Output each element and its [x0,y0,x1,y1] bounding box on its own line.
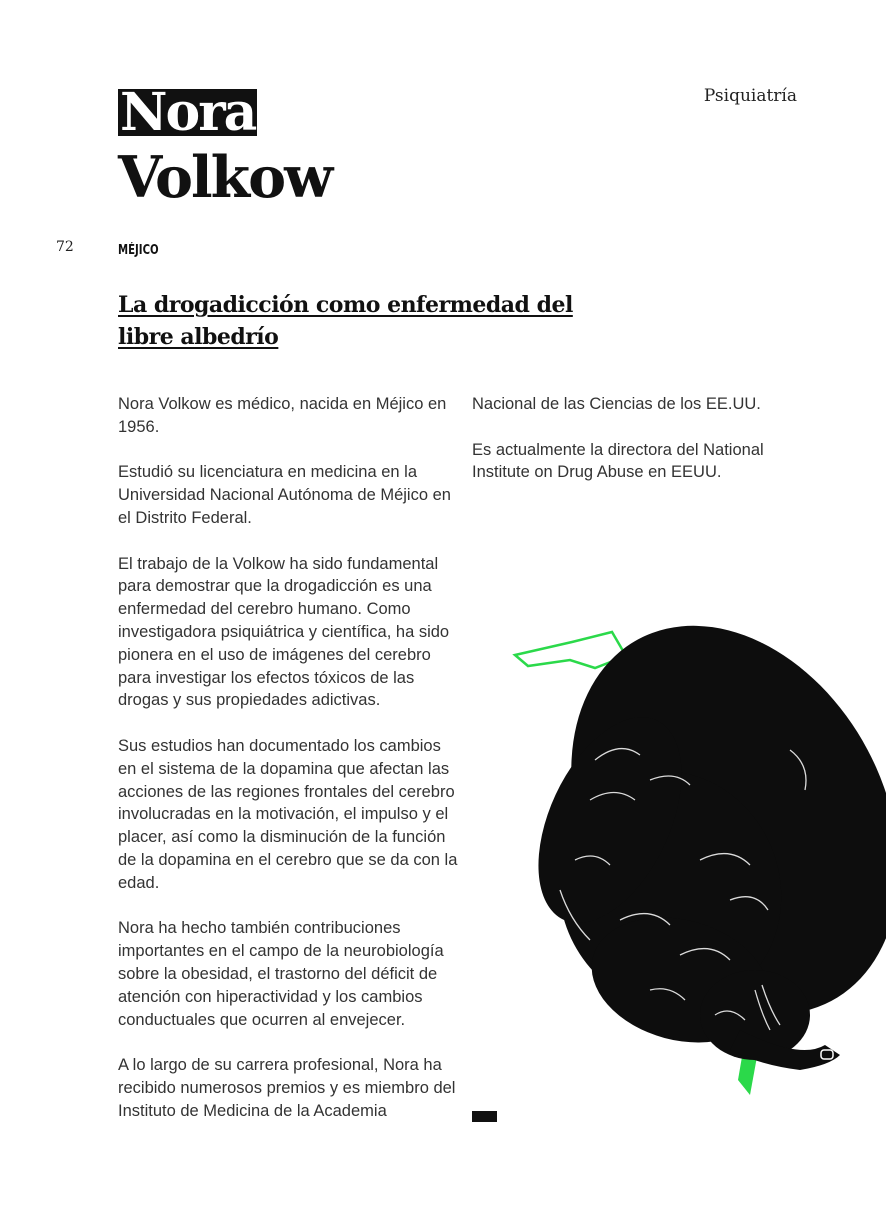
headline-line-1: La drogadicción como enfermedad del [118,292,573,318]
first-name-title: Nora [120,82,256,143]
portrait-illustration [500,560,886,1105]
end-of-article-mark [472,1111,497,1122]
paragraph: Nora Volkow es médico, nacida en Méjico en 1956. [118,395,447,436]
body-column-right [472,393,782,507]
paragraph: Nora ha hecho también contribuciones importantes en el campo de la neurobiología sobre la obesidad, el trastorno del déficit de atención con hiperactividad y los cambios conductuales que ocurren al envejecer. [118,919,444,1029]
country-label: MÉJICO [118,243,159,258]
article-headline [118,289,578,353]
headline-line-2: libre albedrío [118,324,279,350]
body-column-left [118,393,458,1145]
paragraph: A lo largo de su carrera profesional, Nora ha recibido numerosos premios y es miembro del Instituto de Medicina de la Academia [118,1056,456,1120]
paragraph: Sus estudios han documentado los cambios en el sistema de la dopamina que afectan las acciones de las regiones frontales del cerebro involucradas en la motivación, el impulso y el placer, así como la disminución de la función de la dopamina en el cerebro que se da con la edad. [118,736,458,892]
paragraph: Estudió su licenciatura en medicina en la Universidad Nacional Autónoma de Méjico en el Distrito Federal. [118,463,451,527]
paragraph: Nacional de las Ciencias de los EE.UU. [472,395,761,413]
paragraph: Es actualmente la directora del National Institute on Drug Abuse en EEUU. [472,440,764,482]
last-name-title: Volkow [118,144,332,211]
paragraph: El trabajo de la Volkow ha sido fundamental para demostrar que la drogadicción es una enfermedad del cerebro humano. Como investigadora psiquiátrica y científica, ha sido pionera en el uso de imágenes del cerebro para investigar los efectos tóxicos de las drogas y sus propiedades adictivas. [118,554,450,710]
category-label: Psiquiatría [703,86,797,106]
page-number: 72 [56,239,74,255]
